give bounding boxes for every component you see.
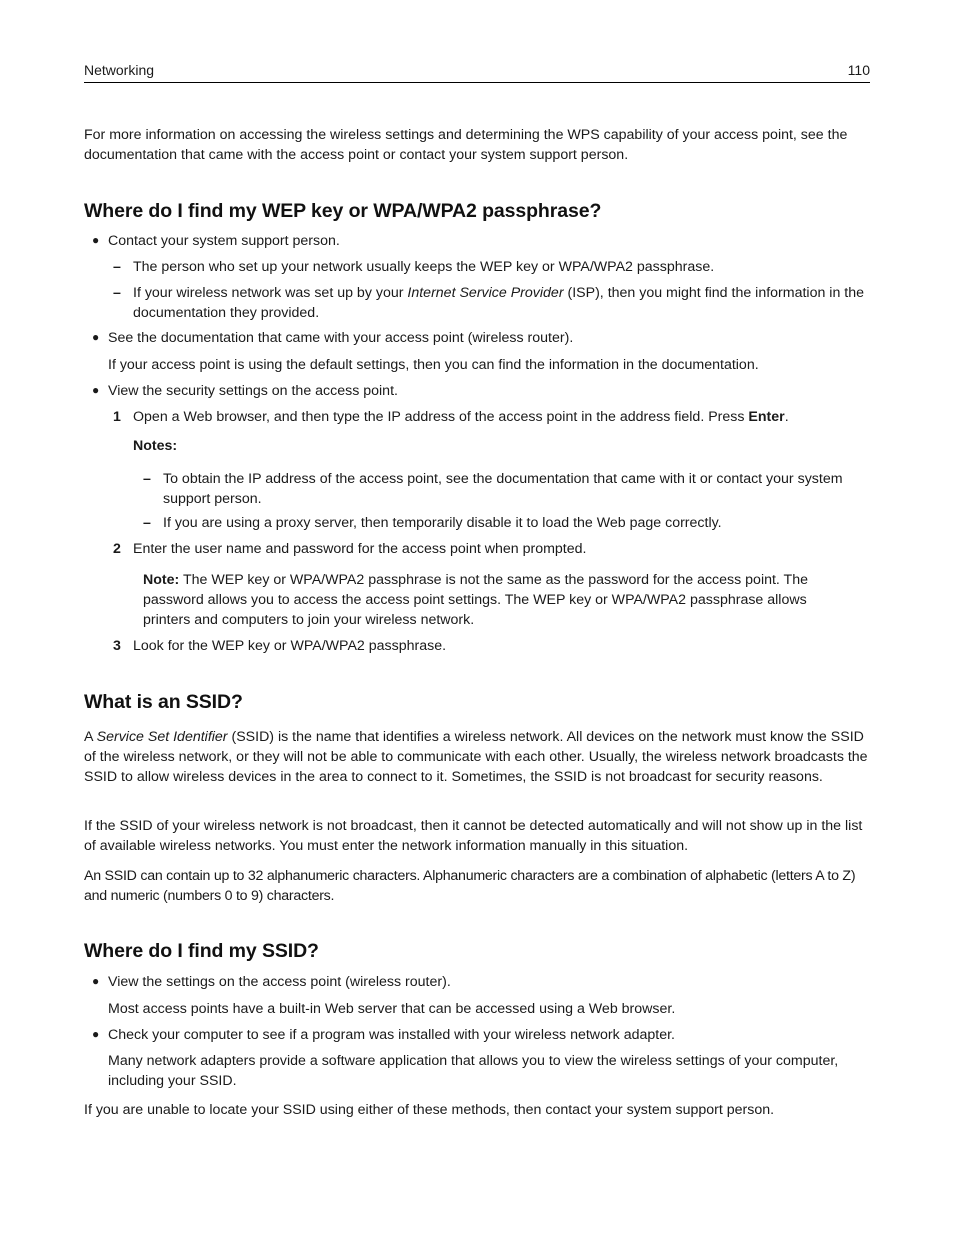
heading-find-ssid: Where do I find my SSID?: [84, 940, 319, 962]
step-text: Open a Web browser, and then type the IP address of the access point in the address field. Press Enter.: [133, 409, 789, 425]
bullet-marker: ●: [92, 383, 100, 397]
step-text: Enter the user name and password for the access point when prompted.: [133, 541, 587, 557]
ssid-characters-paragraph: An SSID can contain up to 32 alphanumeric characters. Alphanumeric characters are a combination of alphabetic (letters A to Z) and numeric (numbers 0 to 9) characters.: [84, 868, 856, 904]
heading-wep-key: Where do I find my WEP key or WPA/WPA2 passphrase?: [84, 200, 602, 222]
list-item-paragraph: Most access points have a built-in Web server that can be accessed using a Web browser.: [108, 1001, 676, 1017]
closing-paragraph: If you are unable to locate your SSID using either of these methods, then contact your system support person.: [84, 1102, 775, 1118]
list-item: Check your computer to see if a program was installed with your wireless network adapter.: [108, 1027, 675, 1043]
bullet-marker: ●: [92, 233, 100, 247]
ssid-definition-paragraph: A Service Set Identifier (SSID) is the name that identifies a wireless network. All devices on the network must know the SSID of the wireless network, or they will not be able to communicate with each other. Usually, the wireless network broadcasts the SSID to allow wireless devices in the area to connect to it. Sometimes, the SSID is not broadcast for security reasons.: [84, 729, 868, 785]
bullet-marker: ●: [92, 330, 100, 344]
note-item: To obtain the IP address of the access point, see the documentation that came with it or contact your system support person.: [163, 471, 843, 507]
step-number: 3: [113, 638, 121, 654]
heading-what-is-ssid: What is an SSID?: [84, 691, 243, 713]
dash-marker: –: [113, 259, 121, 275]
note-item: If you are using a proxy server, then temporarily disable it to load the Web page correctly.: [163, 515, 722, 531]
list-item-paragraph: If your access point is using the default settings, then you can find the information in the documentation.: [108, 357, 759, 373]
bullet-marker: ●: [92, 974, 100, 988]
list-item-paragraph: Many network adapters provide a software application that allows you to view the wireless settings of your computer, including your SSID.: [108, 1053, 839, 1089]
running-header: [84, 60, 870, 83]
list-item: View the security settings on the access point.: [108, 383, 398, 399]
sub-list-item: The person who set up your network usually keeps the WEP key or WPA/WPA2 passphrase.: [133, 259, 715, 275]
list-item: View the settings on the access point (wireless router).: [108, 974, 451, 990]
step-number: 1: [113, 409, 121, 425]
notes-label: Notes:: [133, 438, 178, 454]
dash-marker: –: [143, 515, 151, 531]
ssid-broadcast-paragraph: If the SSID of your wireless network is not broadcast, then it cannot be detected automatically and will not show up in the list of available wireless networks. You must enter the network information manually in this situation.: [84, 818, 863, 854]
page-number: 110: [847, 62, 870, 78]
bullet-marker: ●: [92, 1027, 100, 1041]
dash-marker: –: [143, 471, 151, 487]
header-section-title: Networking: [84, 62, 155, 78]
note-paragraph: Note: The WEP key or WPA/WPA2 passphrase is not the same as the password for the access point. The password allows you to access the access point settings. The WEP key or WPA/WPA2 passphrase allows printers and computers to join your wireless network.: [143, 572, 809, 628]
dash-marker: –: [113, 285, 121, 301]
sub-list-item: If your wireless network was set up by your Internet Service Provider (ISP), then you might find the information in the documentation they provided.: [133, 285, 865, 321]
step-text: Look for the WEP key or WPA/WPA2 passphrase.: [133, 638, 447, 654]
list-item: Contact your system support person.: [108, 233, 340, 249]
intro-paragraph: For more information on accessing the wireless settings and determining the WPS capability of your access point, see the documentation that came with the access point or contact your system support person.: [84, 127, 848, 163]
step-number: 2: [113, 541, 121, 557]
list-item: See the documentation that came with your access point (wireless router).: [108, 330, 574, 346]
